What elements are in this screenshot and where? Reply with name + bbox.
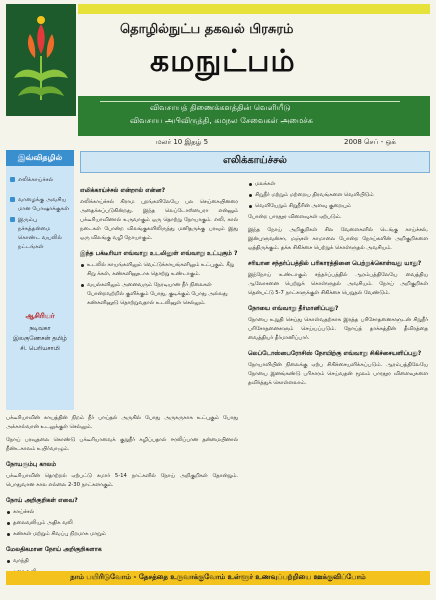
article-paragraph: நோயை உறுதி செய்து கொள்வதற்காக இரத்த பரிசோதனைகளுடன் சிறுநீர் பரிசோதனைகளும் செய்யப்படும். நோய்த் தாக்கத்தின் தீவிரத்தை வைத்தியர் தீர்மானிப்பார்.	[248, 317, 428, 341]
article-bullet: வயல்களிலும் அனைவரும் நேரடியான நீர் நிலைகள் போன்றவற்றில் குளிக்கும் போது, குடிக்கும் போது அல்லது கண்களினூடு தொற்றுவதால் உடலினுள் செல்லும்.	[80, 281, 238, 308]
section-banner	[80, 151, 430, 173]
publisher-line-1: விவசாயத் திணைக்களத்தின் வெளியீடு	[150, 103, 291, 112]
article-bullet: உடலில் காயங்களிலும் வெட்டுக்காயங்களிலும் உட்புகும். கீறு சிறு க்கள், கண்களினூடாக தொற்று உண்டாகும்.	[80, 261, 238, 279]
toc-item-label: இரும்பு நச்சுத்தன்மை கொண்ட வயலில் நட்டங்கள்	[18, 217, 62, 250]
article-bullet: கண்கள் மற்றும் சிவப்பு நிறமாக மாறும்	[6, 530, 238, 539]
article-heading: நோய் அறிகுறிகள் எவை?	[6, 497, 78, 504]
article-paragraph: இந்த நோய் அறிகுறிகள் சில வேளைகளில் டெங்கு காய்ச்சல், இன்புளுவன்சா, மஞ்சள் காமாலை போன்ற நோய்களின் அறிகுறிகளை ஒத்திருக்கும். தக்க சிகிச்சை பெற்றுக் கொள்ளுதல் அவசியம்.	[248, 227, 428, 251]
toc-item-label: வாழைக்கு அவசிய மான போஷாக்குகள்	[18, 197, 70, 212]
issue-date: 2008 செப் - ஒக்	[344, 138, 396, 146]
article-paragraph: பக்டீரியாவின் காயத்தின் நிறம் நீர் பாய்தல் அருகில் போது அருகருகாக உட்புகும் போது அக்கால்வான் உடலுக்குள் செல்லும்.	[6, 415, 238, 430]
issue-row	[0, 136, 436, 150]
article-heading: இந்த பக்டீரியா எவ்வாறு உடலினுள் எவ்வாறு உட்புகும் ?	[80, 250, 238, 257]
editor-name: நடிவகா இலகுணேசன் தமிழ் சி. பெரியசாமி	[13, 325, 67, 352]
article-column-right	[248, 180, 428, 392]
article-bullet: வெளியேறும் சிறுநீரின் அளவு குறையும்	[248, 202, 428, 211]
publisher-line-2: விவசாய அபிவிருத்தி, கமநல சேவைகள் அமைச்சு	[130, 116, 313, 125]
article-paragraph: போன்ற பாரதூர விளைவுகள் ஏற்படும்.	[248, 214, 342, 220]
article-heading: சரியான சந்தர்ப்பத்தில் பரிகாரத்தினை பெற்றுக்கொள்வது யாது?	[248, 260, 422, 267]
table-of-contents	[10, 176, 70, 252]
article-column-bottom	[6, 414, 238, 579]
article-bullet: மலக்கள்	[248, 180, 428, 189]
logo	[6, 4, 76, 116]
square-bullet-icon	[10, 217, 15, 222]
square-bullet-icon	[10, 197, 15, 202]
article-bullet: தலைவலியும் அதிக வலி	[6, 519, 238, 528]
article-heading: மேலதிகமான நோய் அறிகுறிகளாக	[6, 546, 102, 553]
in-this-issue-heading: இவ்விதழில்	[6, 150, 74, 166]
article-paragraph: நோய் பரவுதலை கொண்டு பக்டீரியாவைக் குறுநீர் கழிப்பதால் ஈரலிப்பான தன்மையினால் நீண்டகாலம் உயிர்வாழும்.	[6, 437, 238, 452]
editor-label: ஆசிரியர்	[25, 312, 55, 320]
issue-number: மலர் 10 இதழ் 5	[156, 138, 209, 146]
article-heading: நோயரும்பு காலம்	[6, 461, 57, 468]
series-title: தொழில்நுட்ப தகவல் பிரசுரம்	[120, 22, 294, 37]
toc-item-iron-toxicity[interactable]	[10, 216, 70, 252]
article-paragraph: பக்டீரியாவின் தொற்றல் ஏற்பட்டு சுமார் 5-14 நாட்களில் நோய் அறிகுறிகள் தோன்றும். பொதுவான கால எல்லை 2-30 நாட்களாகும்.	[6, 473, 238, 488]
header-yellow-band	[78, 4, 430, 14]
masthead	[78, 14, 430, 96]
toc-item-banana-nutrients[interactable]	[10, 196, 70, 216]
toc-item-rat-fever[interactable]	[10, 176, 70, 196]
article-heading: எலிக்காய்ச்சல் என்றால் என்ன?	[80, 187, 166, 194]
square-bullet-icon	[10, 177, 15, 182]
article-paragraph: இந்நோய் உண்டாகும் சந்தர்ப்பத்தில் ஆரம்பத்திலேயே வைத்திய ஆலோசனை பெற்றுக் கொள்ளுதல் அவசியம். நோய் அறிகுறிகள் தென்பட்டு 5-7 நாட்களுக்குள் சிகிச்சை பெறுதல் வேண்டும்.	[248, 272, 428, 296]
section-title: எலிக்காய்ச்சல்	[223, 155, 287, 166]
article-paragraph: எலிக்காய்ச்சல் கிராம புறங்களிலேயே பல செய்கையினரை அதைக்கப்படுகின்றது. இந்த லெப்டோஸ்பைரா என்னும் பக்டீரியாவினால் உருவாகும் ஒரு தொற்று நோயாகும். எலி, கால் நடைகள் போன்ற விலங்குகளிலிருந்து மனிதருக்கு பரவும் இது ஒரு விலங்கு வழி நோயாகும்.	[80, 199, 238, 241]
article-bullet: காய்ச்சல்	[6, 508, 238, 517]
article-heading: நோயை எவ்வாறு தீர்மானிப்பது?	[248, 305, 339, 312]
article-paragraph: நோயாளியின் நிலைக்கு ஏற்ப சிகிச்சையளிக்கப்படும். ஆரம்பத்திலேயே நோயை இனங்கண்டு பரிகாரம் செய்வதன் மூலம் பாரதூர விளைவுகளை தவிர்த்துக் கொள்ளலாம்.	[248, 362, 428, 386]
article-column-left	[80, 180, 238, 310]
plant-logo-icon	[6, 4, 76, 116]
footer-slogan-band	[6, 571, 430, 585]
publisher-divider	[100, 101, 400, 102]
article-bullet: வாந்தி	[6, 557, 238, 566]
magazine-title: கமநுட்பம்	[150, 44, 296, 79]
sidebar	[6, 150, 74, 410]
toc-item-label: எலிக்காய்ச்சல்	[18, 177, 54, 183]
article-bullet: சிறுநீர் மற்றும் மற்றைய திரவங்களை வெளியிடும்	[248, 191, 428, 200]
article-heading: லெப்டோஸ்பைரோசிஸ் நோயிற்கு எவ்வாறு சிகிச்சையளிப்பது?	[248, 350, 422, 357]
footer-slogan: நாம் பயிரிடுவோம் - தேசத்தை உருவாக்குவோம் உள்ளூர் உணவுப்பற்றியை ஊக்குவிப்போம்	[70, 573, 366, 581]
